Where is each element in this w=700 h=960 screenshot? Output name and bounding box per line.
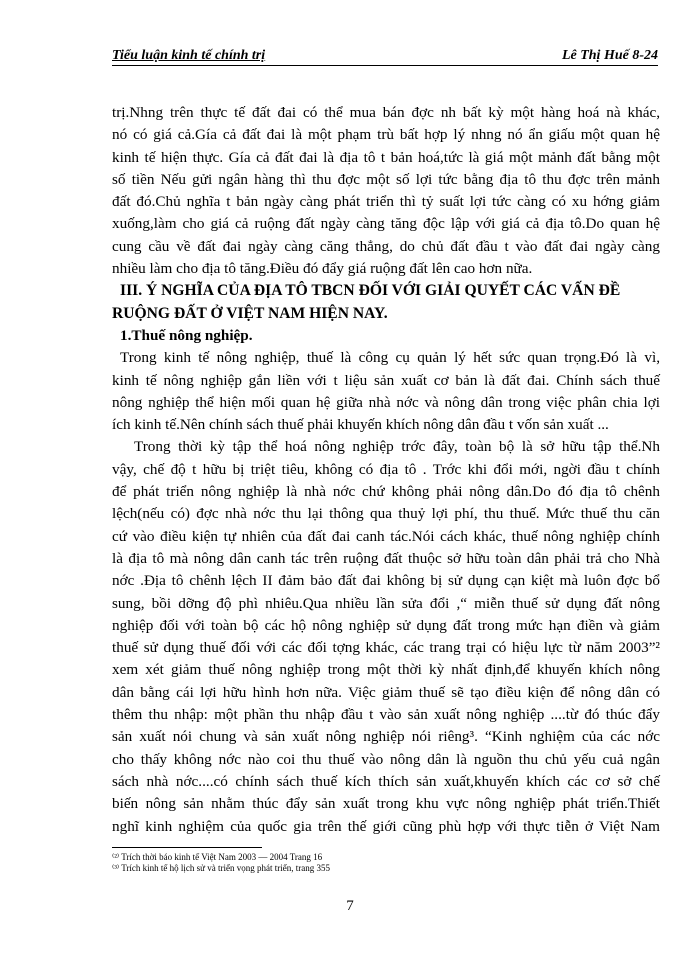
- text-line: sung, bồi dỡng độ phì nhiêu.Qua nhiều lần sửa đổi ,“ miễn thuế sử dụng đất nông: [112, 594, 660, 612]
- text-line: cung cầu về đất đai ngày càng căng thẳng, do chủ đất đầu t vào đất đai ngày càng: [112, 237, 660, 255]
- text-line: xem xét giảm thuế nông nghiệp trong một thời kỳ nhất định,để khuyến khích nông: [112, 661, 660, 679]
- heading-line: RUỘNG ĐẤT Ở VIỆT NAM HIỆN NAY.: [112, 304, 388, 322]
- text-line: số tiền Nếu gửi ngân hàng thì thu đợc một số lợi tức bằng địa tô thu đợc trên mảnh: [112, 170, 660, 188]
- heading-line: III. Ý NGHĨA CỦA ĐỊA TÔ TBCN ĐỐI VỚI GIẢI QUYẾT CÁC VẤN ĐỀ: [120, 282, 621, 300]
- text-line: nó có giá cả.Gía cả đất đai là một phạm trù bất hợp lý nhng nó ẩn giấu một quan hệ: [112, 126, 660, 144]
- section-heading: [112, 280, 660, 325]
- text-line: cho thấy không nớc nào coi thu thuế vào nông dân là nguồn thu chủ yếu cuả ngân: [112, 750, 660, 768]
- text-line: đất đó.Chủ nghĩa t bản ngày càng phát triển thì tỷ suất lợi tức càng có xu hớng giảm: [112, 193, 660, 211]
- subsection-heading: 1.Thuế nông nghiệp.: [120, 326, 253, 344]
- text-line: nghĩ kinh nghiệm của quốc gia trên thế giới cũng phù hợp với thực tiễn ở Việt Nam: [112, 817, 660, 835]
- text-line: thêm thu nhập: một phần thu nhập đầu t vào sản xuất nông nghiệp ....từ đó thúc đẩy: [112, 706, 660, 724]
- body-text: [112, 102, 660, 838]
- text-line: nghiệp đối với toàn bộ các hộ nông nghiệp sử dụng đất trong mức hạn điền và giảm: [112, 616, 660, 634]
- text-line: vậy, chế độ t hữu bị triệt tiêu, không có địa tô . Trớc khi đổi mới, ngời đầu t chính: [112, 460, 660, 478]
- text-line: cứ vào điều kiện tự nhiên của đất đai canh tác.Nói cách khác, thuế nông nghiệp chính: [112, 527, 660, 545]
- text-line: sản xuất nói chung và sản xuất nông nghiệp nói riêng³. “Kinh nghiệm của các nớc: [112, 728, 660, 746]
- text-line: thuế sử dụng thuế đối với các đối tợng khác, các trang trại có hiệu lực từ năm 2003”²: [112, 639, 660, 657]
- footnote-item: ⁽³⁾ Trích kinh tế hộ lịch sử và triển vọng phát triển, trang 355: [112, 863, 330, 873]
- header-author: Lê Thị Huế 8-24: [561, 48, 658, 63]
- page-number: 7: [346, 898, 354, 914]
- paragraph-2: [112, 347, 660, 436]
- footnotes: [112, 852, 330, 874]
- text-line: biến nông sản nhằm thúc đẩy sản xuất trong khu vực nông nghiệp phát triển.Thiết: [112, 795, 660, 813]
- paragraph-1: [112, 102, 660, 280]
- text-line: Trong thời kỳ tập thể hoá nông nghiệp trớc đây, toàn bộ là sở hữu tập thể.Nh: [134, 438, 660, 456]
- text-line: sách nhà nớc....có chính sách thuế kích thích sản xuất,khuyến khích các cơ sở chế: [112, 772, 660, 790]
- paragraph-3: [112, 436, 660, 837]
- footnote-item: ⁽²⁾ Trích thời báo kinh tế Việt Nam 2003 — 2004 Trang 16: [112, 852, 323, 862]
- text-line: kinh tế hiện thực. Gía cả đất đai là địa tô t bản hoá,tức là giá một mảnh đất bằng một: [112, 148, 660, 166]
- footnote-rule: [112, 847, 262, 848]
- text-line: nớc .Địa tô chênh lệch II đảm bảo đất đai không bị sử dụng cạn kiệt mà luôn đợc bổ: [112, 572, 660, 590]
- text-line: nông nghiệp thể hiện mối quan hệ giữa nhà nớc và nông dân trong việc phân chia lợi: [112, 393, 660, 411]
- text-line: để phát triển nông nghiệp là nhà nớc chứ không phải nông dân.Do đó địa tô chênh: [112, 483, 660, 501]
- text-line: Trong kinh tế nông nghiệp, thuế là công cụ quản lý hết sức quan trọng.Đó là vì,: [120, 349, 660, 367]
- page-header: [112, 48, 658, 68]
- text-line: nhiều làm cho địa tô tăng.Điều đó đẩy giá ruộng đất lên cao hơn nữa.: [112, 260, 533, 278]
- header-title: Tiểu luận kinh tế chính trị: [112, 48, 266, 63]
- text-line: trị.Nhng trên thực tế đất đai có thể mua bán đợc nh bất kỳ một hàng hoá nà khác,: [112, 104, 660, 121]
- text-line: xuống,làm cho giá cả ruộng đất ngày càng tăng độc lập với giá cả địa tô.Do quan hệ: [112, 215, 660, 233]
- text-line: kinh tế nông nghiệp gắn liền với t liệu sản xuất cơ bản là đất đai. Chính sách thuế: [112, 371, 660, 389]
- text-line: ích kinh tế.Nên chính sách thuế phải khuyến khích nông dân đầu t vốn sản xuất ...: [112, 416, 609, 434]
- header-rule: [112, 65, 658, 66]
- text-line: là địa tô mà nông dân canh tác trên ruộng đất thuộc sở hữu toàn dân phải trả cho Nhà: [112, 549, 660, 567]
- text-line: lệch(nếu có) đợc nhà nớc thu lại thông qua thuỷ lợi phí, thu thuế. Mức thuế thu căn: [112, 505, 660, 523]
- text-line: dân bằng cái lợi hữu hình hơn nữa. Việc giảm thuế sẽ tạo điều kiện để nông dân có: [112, 683, 660, 701]
